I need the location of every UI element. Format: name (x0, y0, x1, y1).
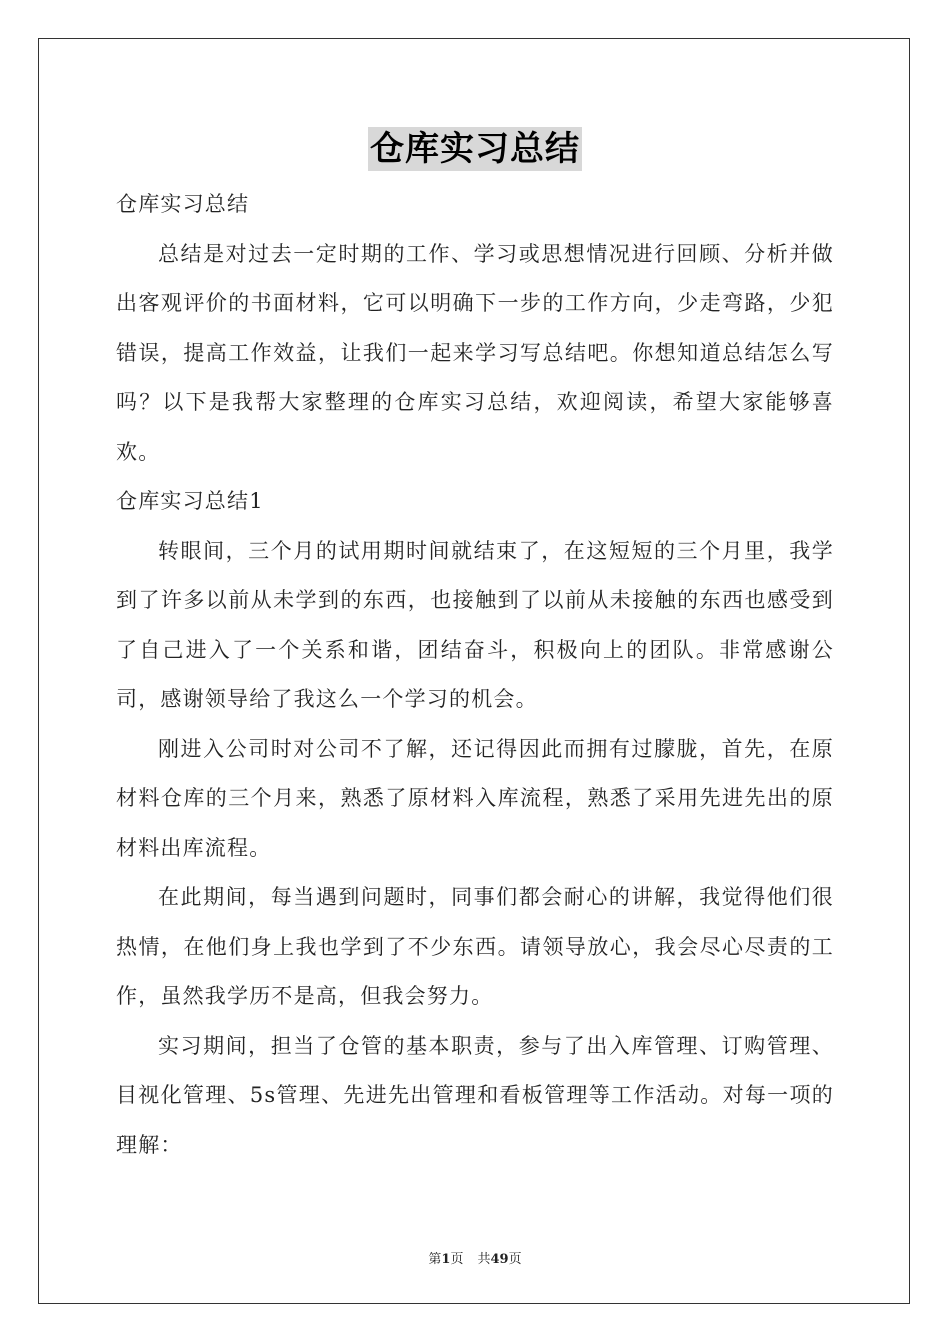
document-title-text: 仓库实习总结 (370, 129, 580, 169)
paragraph: 转眼间，三个月的试用期时间就结束了，在这短短的三个月里，我学到了许多以前从未学到的东西，也接触到了以前从未接触的东西也感受到了自己进入了一个关系和谐，团结奋斗，积极向上的团队。非常感谢公司，感谢领导给了我这么一个学习的机会。 (116, 538, 834, 711)
page-footer (0, 1248, 950, 1267)
total-prefix: 共 (477, 1252, 491, 1267)
paragraph: 实习期间，担当了仓管的基本职责，参与了出入库管理、订购管理、目视化管理、5s管理、先进先出管理和看板管理等工作活动。对每一项的理解： (116, 1033, 834, 1157)
total-pages: 49 (490, 1252, 509, 1267)
paragraph: 刚进入公司时对公司不了解，还记得因此而拥有过朦胧，首先，在原材料仓库的三个月来，熟悉了原材料入库流程，熟悉了采用先进先出的原材料出库流程。 (116, 736, 834, 860)
page-suffix: 页 (450, 1252, 464, 1267)
page-number: 1 (441, 1252, 451, 1267)
paragraph: 在此期间，每当遇到问题时，同事们都会耐心的讲解，我觉得他们很热情，在他们身上我也学到了不少东西。请领导放心，我会尽心尽责的工作，虽然我学历不是高，但我会努力。 (116, 885, 834, 1008)
total-suffix: 页 (508, 1252, 522, 1267)
paragraph: 总结是对过去一定时期的工作、学习或思想情况进行回顾、分析并做出客观评价的书面材料，它可以明确下一步的工作方向，少走弯路，少犯错误，提高工作效益，让我们一起来学习写总结吧。你想知道总结怎么写吗？以下是我帮大家整理的仓库实习总结，欢迎阅读，希望大家能够喜欢。 (116, 241, 834, 464)
page-prefix: 第 (428, 1252, 442, 1267)
document-title (0, 127, 950, 171)
paragraph: 仓库实习总结 (116, 192, 250, 216)
document-body (116, 180, 834, 1170)
paragraph: 仓库实习总结1 (116, 489, 264, 513)
